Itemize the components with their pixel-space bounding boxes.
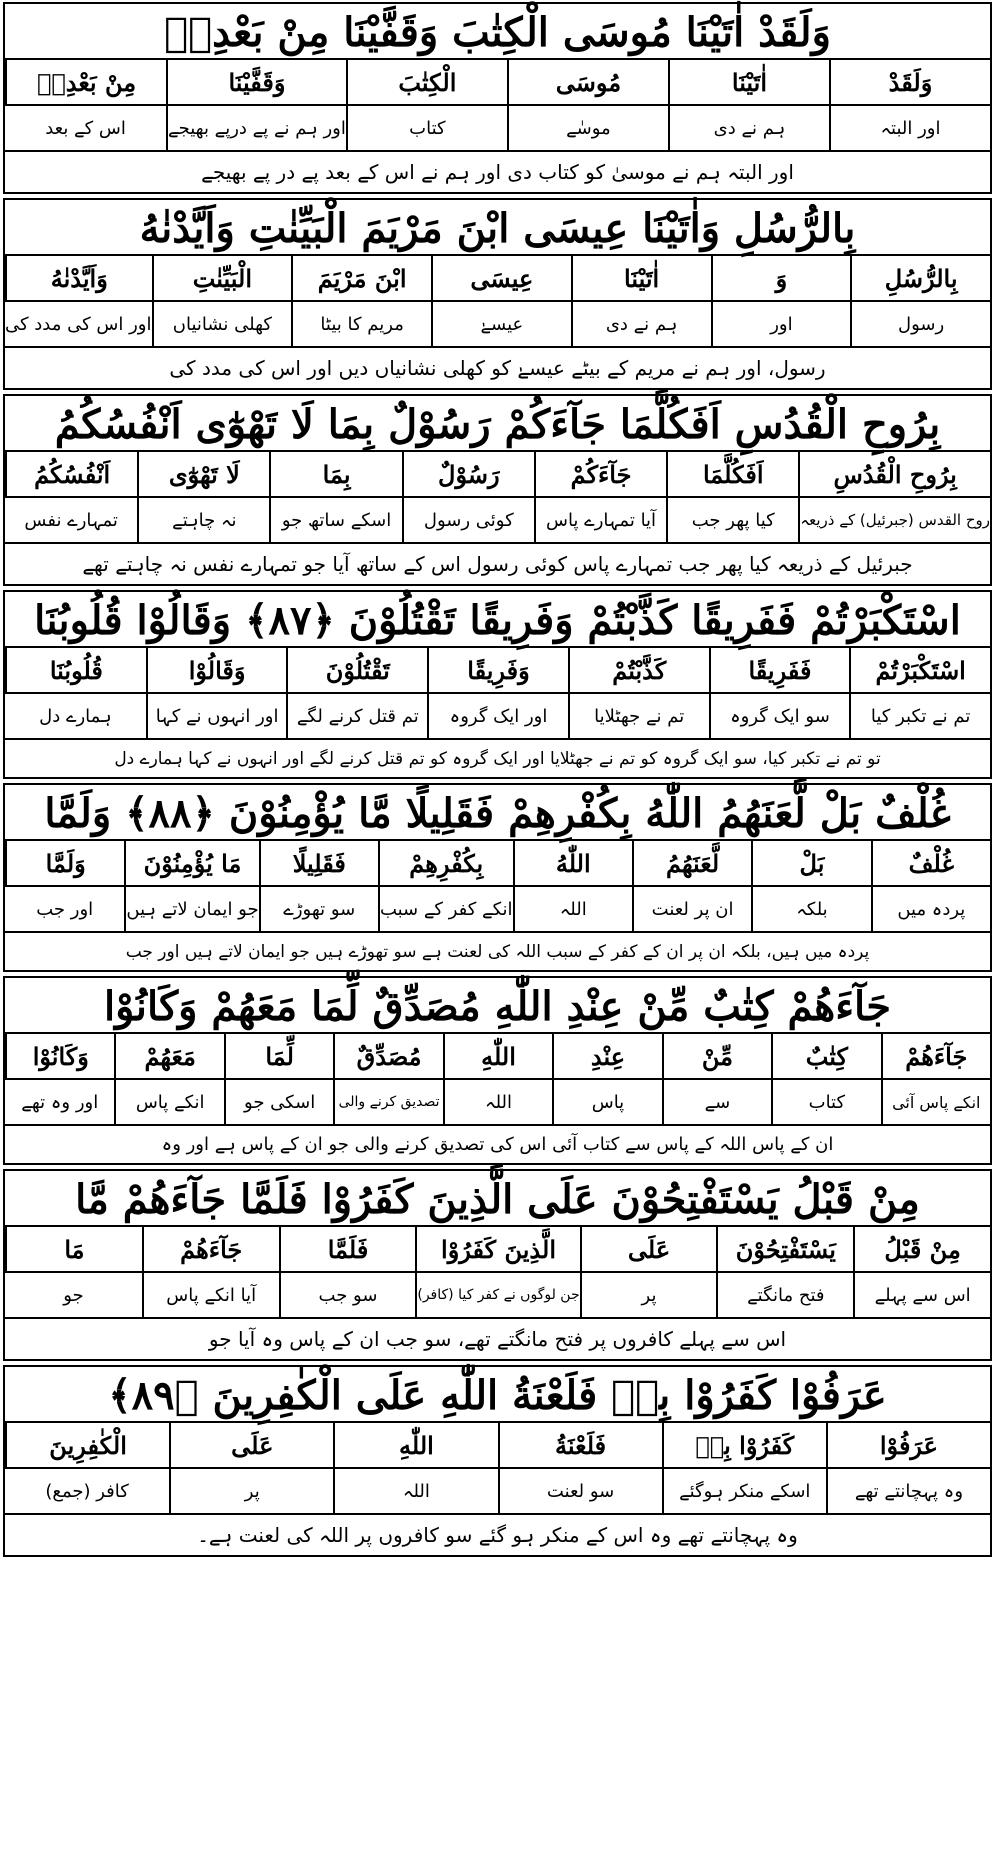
urdu-meaning: اور البتہ: [829, 106, 990, 152]
verse-section: [3, 976, 992, 1165]
arabic-word: وَلَمَّا: [5, 841, 124, 887]
urdu-meaning: رسول: [850, 302, 990, 348]
urdu-translation: جبرئیل کے ذریعہ کیا پھر جب تمہارے پاس کوئی رسول اس کے ساتھ آیا جو تمہارے نفس نہ چاہتے تھے: [82, 552, 913, 576]
urdu-meaning: انکے پاس: [114, 1080, 223, 1126]
urdu-meaning: کیا پھر جب: [666, 498, 798, 544]
urdu-meaning: اللہ: [333, 1469, 497, 1515]
urdu-meaning: کافر (جمع): [5, 1469, 169, 1515]
arabic-word: بِمَا: [269, 452, 401, 498]
urdu-meaning: فتح مانگتے: [716, 1273, 853, 1319]
arabic-word: غُلْفٌ: [871, 841, 990, 887]
arabic-word: يَسْتَفْتِحُوْنَ: [716, 1227, 853, 1273]
arabic-word: اللّٰهِ: [443, 1034, 552, 1080]
urdu-meaning: موسٰے: [507, 106, 668, 152]
urdu-meaning: تم قتل کرنے لگے: [286, 694, 427, 740]
arabic-word: جَآءَهُمْ: [142, 1227, 279, 1273]
word-grid: [5, 1032, 990, 1126]
arabic-word: مِّنْ: [662, 1034, 771, 1080]
arabic-word: اللّٰهُ: [513, 841, 632, 887]
word-grid: [5, 1225, 990, 1319]
urdu-translation: وہ پہچانتے تھے وہ اس کے منکر ہو گئے سو کافروں پر اللہ کی لعنت ہے۔: [197, 1523, 798, 1547]
urdu-meaning: اسکے ساتھ جو: [269, 498, 401, 544]
verse-section: [3, 394, 992, 586]
urdu-meaning: وہ پہچانتے تھے: [826, 1469, 990, 1515]
urdu-meaning: آیا تمہارے پاس: [534, 498, 666, 544]
urdu-meaning: اور: [711, 302, 851, 348]
urdu-meaning: سو ایک گروہ: [709, 694, 850, 740]
urdu-meaning: اسکی جو: [224, 1080, 333, 1126]
urdu-meaning: اللہ: [443, 1080, 552, 1126]
urdu-meaning: سو لعنت: [498, 1469, 662, 1515]
arabic-word: مَا يُؤْمِنُوْنَ: [124, 841, 258, 887]
arabic-verse-line: وَلَقَدْ اٰتَيْنَا مُوسَى الْكِتٰبَ وَقَفَّيْنَا مِنْ بَعْدِهٖ: [164, 9, 831, 56]
arabic-word: عَرَفُوْا: [826, 1423, 990, 1469]
urdu-meaning: جو ایمان لاتے ہیں: [124, 887, 258, 933]
arabic-word: وَفَرِيقًا: [427, 648, 568, 694]
arabic-word: تَقْتُلُوْنَ: [286, 648, 427, 694]
arabic-word: بَلْ: [751, 841, 870, 887]
verse-section: [3, 783, 992, 972]
urdu-meaning: پر: [580, 1273, 717, 1319]
arabic-word: الَّذِينَ كَفَرُوْا: [415, 1227, 579, 1273]
arabic-word: مِنْ بَعْدِهٖ: [5, 60, 166, 106]
arabic-word: لِّمَا: [224, 1034, 333, 1080]
arabic-word: مُصَدِّقٌ: [333, 1034, 442, 1080]
urdu-meaning: ہم نے دی: [571, 302, 711, 348]
arabic-word: اللّٰهِ: [333, 1423, 497, 1469]
urdu-meaning: ہم نے دی: [668, 106, 829, 152]
urdu-meaning: پر: [169, 1469, 333, 1515]
arabic-word: فَفَرِيقًا: [709, 648, 850, 694]
arabic-word: وَ: [711, 256, 851, 302]
urdu-meaning: کھلی نشانیاں: [152, 302, 292, 348]
arabic-word: مَعَهُمْ: [114, 1034, 223, 1080]
arabic-word: مَا: [5, 1227, 142, 1273]
urdu-translation: ان کے پاس اللہ کے پاس سے کتاب آئی اس کی تصدیق کرنے والی جو ان کے پاس ہے اور وہ: [161, 1134, 834, 1155]
arabic-verse-line: مِنْ قَبْلُ يَسْتَفْتِحُوْنَ عَلَى الَّذِينَ كَفَرُوْا فَلَمَّا جَآءَهُمْ مَّا: [75, 1176, 920, 1223]
urdu-meaning: جو: [5, 1273, 142, 1319]
word-grid: [5, 450, 990, 544]
arabic-word: وَلَقَدْ: [829, 60, 990, 106]
arabic-word: قُلُوبُنَا: [5, 648, 146, 694]
arabic-verse-line: عَرَفُوْا كَفَرُوْا بِهٖ فَلَعْنَةُ اللّٰهِ عَلَى الْكٰفِرِينَ ﴿٨٩﴾: [108, 1372, 887, 1419]
arabic-word: بِرُوحِ الْقُدُسِ: [798, 452, 990, 498]
arabic-word: اسْتَكْبَرْتُمْ: [849, 648, 990, 694]
urdu-translation: تو تم نے تکبر کیا، سو ایک گروہ کو تم نے جھٹلایا اور ایک گروہ کو تم قتل کرنے لگے اور انہوں نے کہا ہمارے دل: [114, 749, 881, 769]
arabic-word: الْكٰفِرِينَ: [5, 1423, 169, 1469]
urdu-meaning: تصدیق کرنے والی: [333, 1080, 442, 1126]
arabic-word: مِنْ قَبْلُ: [853, 1227, 990, 1273]
urdu-meaning: تم نے جھٹلایا: [568, 694, 709, 740]
word-grid: [5, 1421, 990, 1515]
arabic-word: الْبَيِّنٰتِ: [152, 256, 292, 302]
arabic-word: فَلَمَّا: [279, 1227, 416, 1273]
arabic-word: رَسُوْلٌ: [402, 452, 534, 498]
urdu-translation: پردہ میں ہیں، بلکہ ان پر ان کے کفر کے سبب اللہ کی لعنت ہے سو تھوڑے ہیں جو ایمان لاتے ہیں اور جب: [125, 942, 870, 962]
arabic-word: اٰتَيْنَا: [571, 256, 711, 302]
arabic-verse-line: بِالرُّسُلِ وَاٰتَيْنَا عِيسَى ابْنَ مَرْيَمَ الْبَيِّنٰتِ وَاَيَّدْنٰهُ: [139, 205, 856, 252]
urdu-meaning: اور وہ تھے: [5, 1080, 114, 1126]
urdu-meaning: سو تھوڑے: [259, 887, 378, 933]
urdu-meaning: اور جب: [5, 887, 124, 933]
arabic-word: جَآءَهُمْ: [881, 1034, 990, 1080]
word-grid: [5, 254, 990, 348]
urdu-meaning: انکے کفر کے سبب: [378, 887, 513, 933]
urdu-meaning: اس سے پہلے: [853, 1273, 990, 1319]
verse-section: [3, 1365, 992, 1557]
arabic-word: الْكِتٰبَ: [346, 60, 507, 106]
arabic-word: لَا تَهْوٰٓى: [137, 452, 269, 498]
urdu-translation: اور البتہ ہم نے موسیٰ کو کتاب دی اور ہم نے اس کے بعد پے در پے بھیجے: [201, 160, 794, 184]
urdu-meaning: کتاب: [346, 106, 507, 152]
arabic-word: ابْنَ مَرْيَمَ: [291, 256, 431, 302]
urdu-meaning: تمہارے نفس: [5, 498, 137, 544]
urdu-meaning: سے: [662, 1080, 771, 1126]
arabic-word: عَلَى: [580, 1227, 717, 1273]
urdu-meaning: اس کے بعد: [5, 106, 166, 152]
urdu-meaning: نہ چاہتے: [137, 498, 269, 544]
urdu-meaning: تم نے تکبر کیا: [849, 694, 990, 740]
urdu-meaning: اسکے منکر ہوگئے: [662, 1469, 826, 1515]
arabic-word: جَآءَكُمْ: [534, 452, 666, 498]
arabic-word: وَقَالُوْا: [146, 648, 287, 694]
urdu-meaning: اور ہم نے پے درپے بھیجے: [166, 106, 346, 152]
urdu-meaning: اور ایک گروہ: [427, 694, 568, 740]
urdu-meaning: کوئی رسول: [402, 498, 534, 544]
arabic-word: فَقَلِيلًا: [259, 841, 378, 887]
word-grid: [5, 839, 990, 933]
arabic-verse-line: غُلْفٌ بَلْ لَّعَنَهُمُ اللّٰهُ بِكُفْرِهِمْ فَقَلِيلًا مَّا يُؤْمِنُوْنَ ﴿٨٨﴾ وَلَمَّا: [44, 790, 951, 837]
urdu-meaning: پاس: [552, 1080, 661, 1126]
urdu-translation: رسول، اور ہم نے مریم کے بیٹے عیسےٰ کو کھلی نشانیاں دیں اور اس کی مدد کی: [169, 356, 826, 380]
urdu-meaning: روح القدس (جبرئیل) کے ذریعہ: [798, 498, 990, 544]
arabic-word: كَفَرُوْا بِهٖ: [662, 1423, 826, 1469]
arabic-word: عِيسَى: [431, 256, 571, 302]
arabic-word: عَلَى: [169, 1423, 333, 1469]
urdu-meaning: اور اس کی مدد کی: [5, 302, 152, 348]
word-grid: [5, 646, 990, 740]
urdu-meaning: اللہ: [513, 887, 632, 933]
arabic-word: فَلَعْنَةُ: [498, 1423, 662, 1469]
urdu-meaning: پردہ میں: [871, 887, 990, 933]
arabic-verse-line: اسْتَكْبَرْتُمْ فَفَرِيقًا كَذَّبْتُمْ وَفَرِيقًا تَقْتُلُوْنَ ﴿٨٧﴾ وَقَالُوْا قُلُوبُنَا: [34, 597, 961, 644]
arabic-word: عِنْدِ: [552, 1034, 661, 1080]
urdu-meaning: انکے پاس آئی: [881, 1080, 990, 1126]
page: [0, 2, 995, 1866]
urdu-meaning: جن لوگوں نے کفر کیا (کافر): [415, 1273, 579, 1319]
verse-section: [3, 590, 992, 779]
urdu-translation: اس سے پہلے کافروں پر فتح مانگتے تھے، سو جب ان کے پاس وہ آیا جو: [208, 1327, 787, 1351]
urdu-meaning: عیسےٰ: [431, 302, 571, 348]
arabic-word: اَفَكُلَّمَا: [666, 452, 798, 498]
word-grid: [5, 58, 990, 152]
arabic-word: كِتٰبٌ: [771, 1034, 880, 1080]
verse-section: [3, 2, 992, 194]
urdu-meaning: اور انہوں نے کہا: [146, 694, 287, 740]
urdu-meaning: کتاب: [771, 1080, 880, 1126]
arabic-word: وَاَيَّدْنٰهُ: [5, 256, 152, 302]
urdu-meaning: ان پر لعنت: [632, 887, 751, 933]
urdu-meaning: بلکہ: [751, 887, 870, 933]
arabic-word: بِالرُّسُلِ: [850, 256, 990, 302]
arabic-verse-line: جَآءَهُمْ كِتٰبٌ مِّنْ عِنْدِ اللّٰهِ مُصَدِّقٌ لِّمَا مَعَهُمْ وَكَانُوْا: [104, 983, 891, 1030]
urdu-meaning: آیا انکے پاس: [142, 1273, 279, 1319]
arabic-word: اٰتَيْنَا: [668, 60, 829, 106]
urdu-meaning: ہمارے دل: [5, 694, 146, 740]
arabic-word: وَقَفَّيْنَا: [166, 60, 346, 106]
verse-section: [3, 198, 992, 390]
arabic-word: اَنْفُسُكُمُ: [5, 452, 137, 498]
arabic-word: بِكُفْرِهِمْ: [378, 841, 513, 887]
arabic-word: مُوسَى: [507, 60, 668, 106]
urdu-meaning: سو جب: [279, 1273, 416, 1319]
arabic-word: كَذَّبْتُمْ: [568, 648, 709, 694]
arabic-word: وَكَانُوْا: [5, 1034, 114, 1080]
arabic-verse-line: بِرُوحِ الْقُدُسِ اَفَكُلَّمَا جَآءَكُمْ رَسُوْلٌ بِمَا لَا تَهْوٰٓى اَنْفُسُكُمُ: [54, 401, 941, 448]
arabic-word: لَّعَنَهُمُ: [632, 841, 751, 887]
verse-section: [3, 1169, 992, 1361]
urdu-meaning: مریم کا بیٹا: [291, 302, 431, 348]
